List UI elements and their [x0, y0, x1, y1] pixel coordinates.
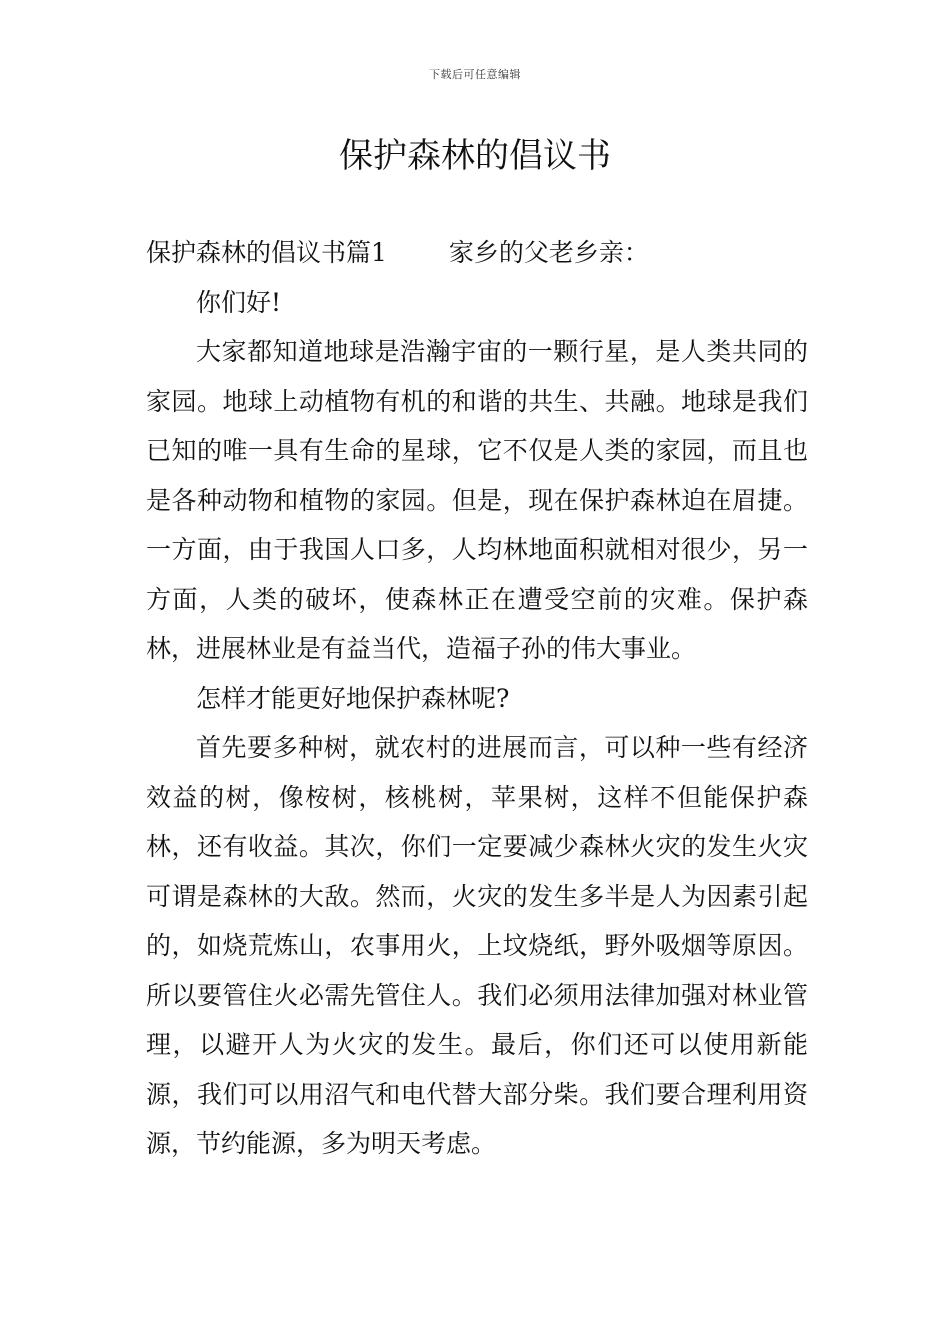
question-paragraph: 怎样才能更好地保护森林呢? [196, 683, 510, 713]
header-note: 下载后可任意编辑 [429, 68, 521, 81]
section-heading: 保护森林的倡议书篇1 [146, 238, 387, 267]
salutation: 家乡的父老乡亲： [448, 238, 649, 267]
greeting-paragraph: 你们好! [196, 287, 282, 317]
body-paragraph: 大家都知道地球是浩瀚宇宙的一颗行星，是人类共同的家园。地球上动植物有机的和谐的共生、共融。地球是我们已知的唯一具有生命的星球，它不仅是人类的家园，而且也是各种动物和植物的家园。但是，现在保护森林迫在眉捷。一方面，由于我国人口多，人均林地面积就相对很少，另一方面，人类的破坏，使森林正在遭受空前的灾难。保护森林，进展林业是有益当代，造福子孙的伟大事业。 [146, 337, 808, 663]
document-title: 保护森林的倡议书 [339, 136, 611, 176]
body-paragraph: 首先要多种树，就农村的进展而言，可以种一些有经济效益的树，像桉树，核桃树，苹果树，这样不但能保护森林，还有收益。其次，你们一定要减少森林火灾的发生火灾可谓是森林的大敌。然而，火灾的发生多半是人为因素引起的，如烧荒炼山，农事用火，上坟烧纸，野外吸烟等原因。所以要管住火必需先管住人。我们必须用法律加强对林业管理，以避开人为火灾的发生。最后，你们还可以使用新能源，我们可以用沼气和电代替大部分柴。我们要合理利用资源，节约能源，多为明天考虑。 [146, 733, 808, 1158]
document-body [146, 228, 808, 1169]
intro-line [146, 228, 808, 278]
